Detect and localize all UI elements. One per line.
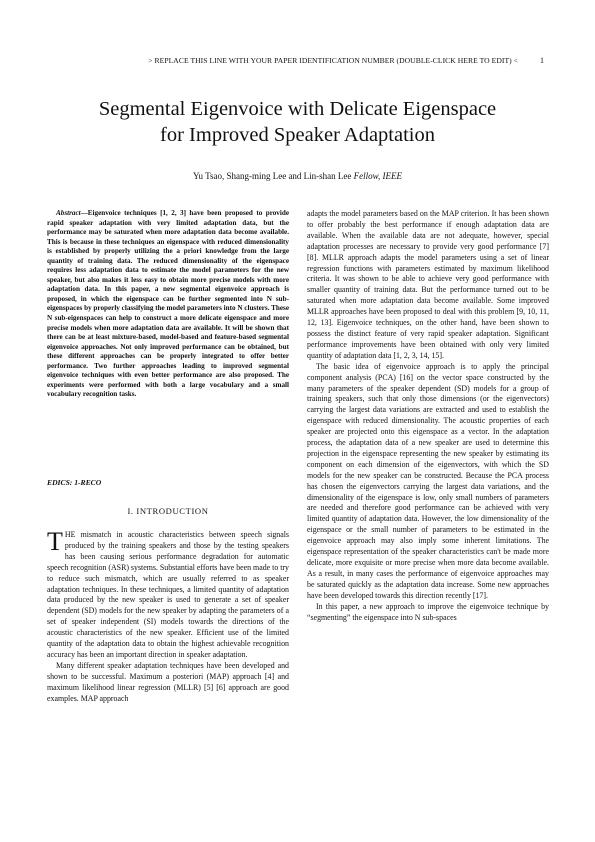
right-paragraph-1: adapts the model parameters based on the MAP criterion. It has been shown to offer probably the best performance if enough adaptation data are available. When the available data are not adequate, however, special adaptation processes are necessary to provide very good performance [7] [8]. MLLR approach adapts the model parameters using a set of linear regression functions with parameters estimated by maximum likelihood criteria. It was shown to be able to achieve very good performance with smaller quantity of training data. But the performance turned out to be saturated when more adaptation data become available. Some improved MLLR approaches have been proposed to deal with this problem [9, 10, 11, 12, 13]. Eigenvoice techniques, on the other hand, have been shown to possess the distinct feature of very rapid speaker adaptation. Significant performance improvements have been obtained with only very limited quantity of adaptation data [1, 2, 3, 14, 15]. xyxy=(307,209,549,360)
intro-paragraph-2: Many different speaker adaptation techniques have been developed and shown to be successful. Maximum a posteriori (MAP) approach [4] and maximum likelihood linear regression (MLLR) [5] [6] approach are good examples. MAP approach xyxy=(47,660,289,703)
author-names: Yu Tsao, Shang-ming Lee and Lin-shan Lee xyxy=(193,171,352,181)
drop-cap: T xyxy=(47,527,63,556)
intro-paragraph-1-text: HE mismatch in acoustic characteristics between speech signals produced by the training speakers and those by the testing speakers has been causing serious performance degradation for automatic speech recognition (ASR) systems. Substantial efforts have been made to try to reduce such mismatch, which are usually referred to as speaker adaptation techniques. In these techniques, a limited quantity of adaptation data produced by the new speaker is used to generate a set of speaker dependent (SD) models for the new speaker by adapting the parameters of a set of speaker independent (SI) models towards the directions of the acoustic characteristics of the new speaker. Efficient use of the limited quantity of the adaptation data to obtain the highest achievable recognition accuracy has been an important direction in speaker adaptation. xyxy=(47,530,289,659)
abstract-text: —Eigenvoice techniques [1, 2, 3] have been proposed to provide rapid speaker adaptation with very limited adaptation data, but the performance may be saturated when more adaptation data become available. This is because in these techniques an eigenspace with reduced dimensionality is established by properly utilizing the a priori knowledge from the large quantity of training data. The reduced dimensionality of the eigenspace requires less adaptation data to estimate the model parameters for the new speaker, but also makes it less easy to obtain more precise models with more adaptation data. In this paper, a new segmental eigenvoice approach is proposed, in which the eigenspace can be further segmented into N sub-eigenspaces by properly classifying the model parameters into N clusters. These N sub-eigenspaces can help to construct a more delicate eigenspace and more precise models when more adaptation data are available. It will be shown that there can be at least mixture-based, model-based and feature-based segmental eigenvoice approaches. Not only improved performance can be obtained, but these different approaches can be properly integrated to offer better performance. Two further approaches leading to improved segmental eigenvoice techniques with even better performance are also proposed. The experiments were performed with both a large vocabulary and a small vocabulary recognition tasks. xyxy=(47,209,289,399)
section-heading-introduction: I. INTRODUCTION xyxy=(127,506,209,516)
right-paragraph-3: In this paper, a new approach to improve the eigenvoice technique by “segmenting” the eigenspace into N sub-spaces xyxy=(307,601,549,622)
abstract xyxy=(47,209,289,400)
paper-title xyxy=(40,96,555,148)
right-paragraph-2: The basic idea of eigenvoice approach is to apply the principal component analysis (PCA) [16] on the vector space constructed by the many parameters of the speaker dependent (SD) models for a group of training speakers, such that only those dimensions (or the eigenvectors) carrying the largest data variations are extracted and used to establish the eigenspace with reduced dimensionality. The acoustic properties of each speaker are projected onto this eigenspace as a vector. In the adaptation process, the adaptation data of a new speaker are used to determine this projection in the eigenspace representing the new speaker by estimating its component on each dimension of the eigenvectors, with which the SD models for the new speaker can be constructed. Because the PCA process has chosen the eigenvectors carrying the largest data variations, and the dimensionality of the eigenspace is low, only small numbers of parameters are needed and therefore good performance can be achieved with very limited quantity of adaptation data. However, the low dimensionality of the eigenspace or the small number of parameters to be estimated in the eigenvoice approach may also imply some inherent limitations. The eigenspace representation of the speaker characteristics can't be made more delicate, more exquisite or more precise when more data become available. As a result, in many cases the performance of eigenvoice approaches may be saturated quickly as the adaptation data increase. Some new approaches have been developed towards this direction recently [17]. xyxy=(307,361,549,600)
right-column xyxy=(307,209,549,623)
title-line-1: Segmental Eigenvoice with Delicate Eigenspace xyxy=(98,98,497,120)
author-grade: Fellow, IEEE xyxy=(353,171,402,181)
abstract-label: Abstract xyxy=(56,209,81,217)
author-line xyxy=(40,171,555,181)
paper-identification-header: > REPLACE THIS LINE WITH YOUR PAPER IDENTIFICATION NUMBER (DOUBLE-CLICK HERE TO EDIT) < xyxy=(148,56,518,65)
introduction-left-column xyxy=(47,527,289,705)
title-line-2: for Improved Speaker Adaptation xyxy=(160,124,435,146)
intro-paragraph-1 xyxy=(47,527,289,661)
page-number: 1 xyxy=(540,56,544,65)
index-terms: EDICS: 1-RECO xyxy=(47,478,102,487)
